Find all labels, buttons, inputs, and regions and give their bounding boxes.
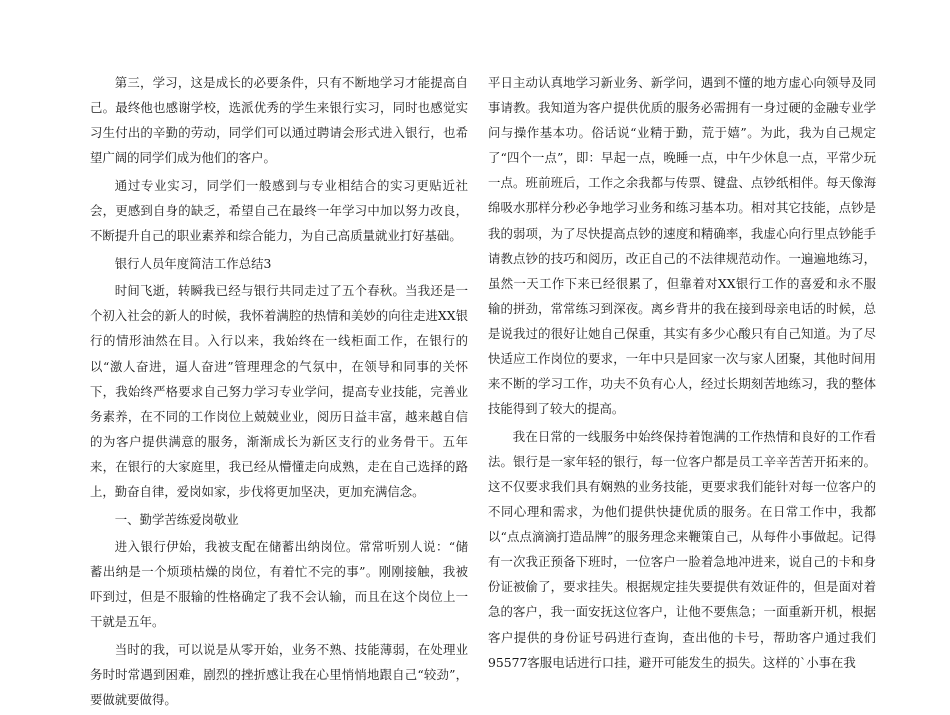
subheading-diligence: 一、勤学苦练爱岗敬业 bbox=[114, 511, 239, 527]
paragraph-intro: 时间飞逝，转瞬我已经与银行共同走过了五个春秋。当我还是一个初入社会的新人的时候，我怀着满腔的热情和美妙的向往走进XX银行的情形油然在目。入行以来，我始终在一线柜面工作，在银行的以“激人奋进，逼人奋进”管理理念的气氛中，在领导和同事的关怀下，我始终严格要求自己努力学习专业学问，提高专业技能，完善业务素养，在不同的工作岗位上兢兢业业，阅历日益丰富，越来越自信的为客户提供满意的服务，渐渐成长为新区支行的业务骨干。五年来，在银行的大家庭里，我已经从懵懂走向成熟，走在自己选择的路上，勤奋自律，爱岗如家，步伐将更加坚决，更加充满信念。 bbox=[90, 283, 468, 499]
paragraph-beginning: 当时的我，可以说是从零开始，业务不熟、技能薄弱，在处理业务时时常遇到困难，剧烈的挫折感让我在心里悄悄地跟自己“较劲”，要做就要做得。 bbox=[90, 642, 468, 708]
paragraph-practice: 平日主动认真地学习新业务、新学问，遇到不懂的地方虚心向领导及同事请教。我知道为客户提供优质的服务必需拥有一身过硬的金融专业学问与操作基本功。俗话说“业精于勤，荒于嬉”。为此，我为自己规定了“四个一点”，即：早起一点，晚睡一点，中午少休息一点，平常少玩一点。班前班后，工作之余我都与传票、键盘、点钞纸相伴。每天像海绵吸水那样分秒必争地学习业务和练习基本功。相对其它技能，点钞是我的弱项，为了尽快提高点钞的速度和精确率，我虚心向行里点钞能手请教点钞的技巧和阅历，改正自己的不法律规范动作。一遍遍地练习，虽然一天工作下来已经很累了，但靠着对XX银行工作的喜爱和永不服输的拼劲，常常练习到深夜。离乡背井的我在接到母亲电话的时候，总是说我过的很好让她自己保重，其实有多少心酸只有自己知道。为了尽快适应工作岗位的要求，一年中只是回家一次与家人团聚，其他时间用来不断的学习工作，功夫不负有心人，经过长期刻苦地练习，我的整体技能得到了较大的提高。 bbox=[488, 75, 876, 417]
paragraph-internship: 通过专业实习，同学们一般感到与专业相结合的实习更贴近社会，更感到自身的缺乏，希望自己在最终一年学习中加以努力改良，不断提升自己的职业素养和综合能力，为自己高质量就业打好基础。 bbox=[90, 177, 468, 244]
paragraph-study: 第三，学习，这是成长的必要条件，只有不断地学习才能提高自己。最终他也感谢学校，选派优秀的学生来银行实习，同时也感觉实习生付出的辛勤的劳动，同学们可以通过聘请会形式进入银行，也希望广阔的同学们成为他们的客户。 bbox=[90, 75, 468, 166]
section-title: 银行人员年度简洁工作总结3 bbox=[114, 255, 272, 271]
right-column bbox=[488, 70, 876, 677]
paragraph-teller-post: 进入银行伊始，我被支配在储蓄出纳岗位。常常听别人说：“储蓄出纳是一个烦琐枯燥的岗位，有着忙不完的事”。刚刚接触，我被吓到过，但是不服输的性格确定了我不会认输，而且在这个岗位上一干就是五年。 bbox=[90, 539, 468, 630]
paragraph-service: 我在日常的一线服务中始终保持着饱满的工作热情和良好的工作看法。银行是一家年轻的银行，每一位客户都是员工辛辛苦苦开拓来的。这不仅要求我们具有娴熟的业务技能，更要求我们能针对每一位客户的不同心理和需求，为他们提供快捷优质的服务。在日常工作中，我都以“点点滴滴打造品牌”的服务理念来鞭策自己，从每件小事做起。记得有一次我正预备下班时，一位客户一脸着急地冲进来，说自己的卡和身份证被偷了，要求挂失。根据规定挂失要提供有效证件的，但是面对着急的客户，我一面安抚这位客户，让他不要焦急；一面重新开机，根据客户提供的身份证号码进行查询，查出他的卡号，帮助客户通过我们95577客服电话进行口挂，避开可能发生的损失。这样的`小事在我 bbox=[488, 428, 876, 670]
left-column bbox=[90, 70, 468, 715]
